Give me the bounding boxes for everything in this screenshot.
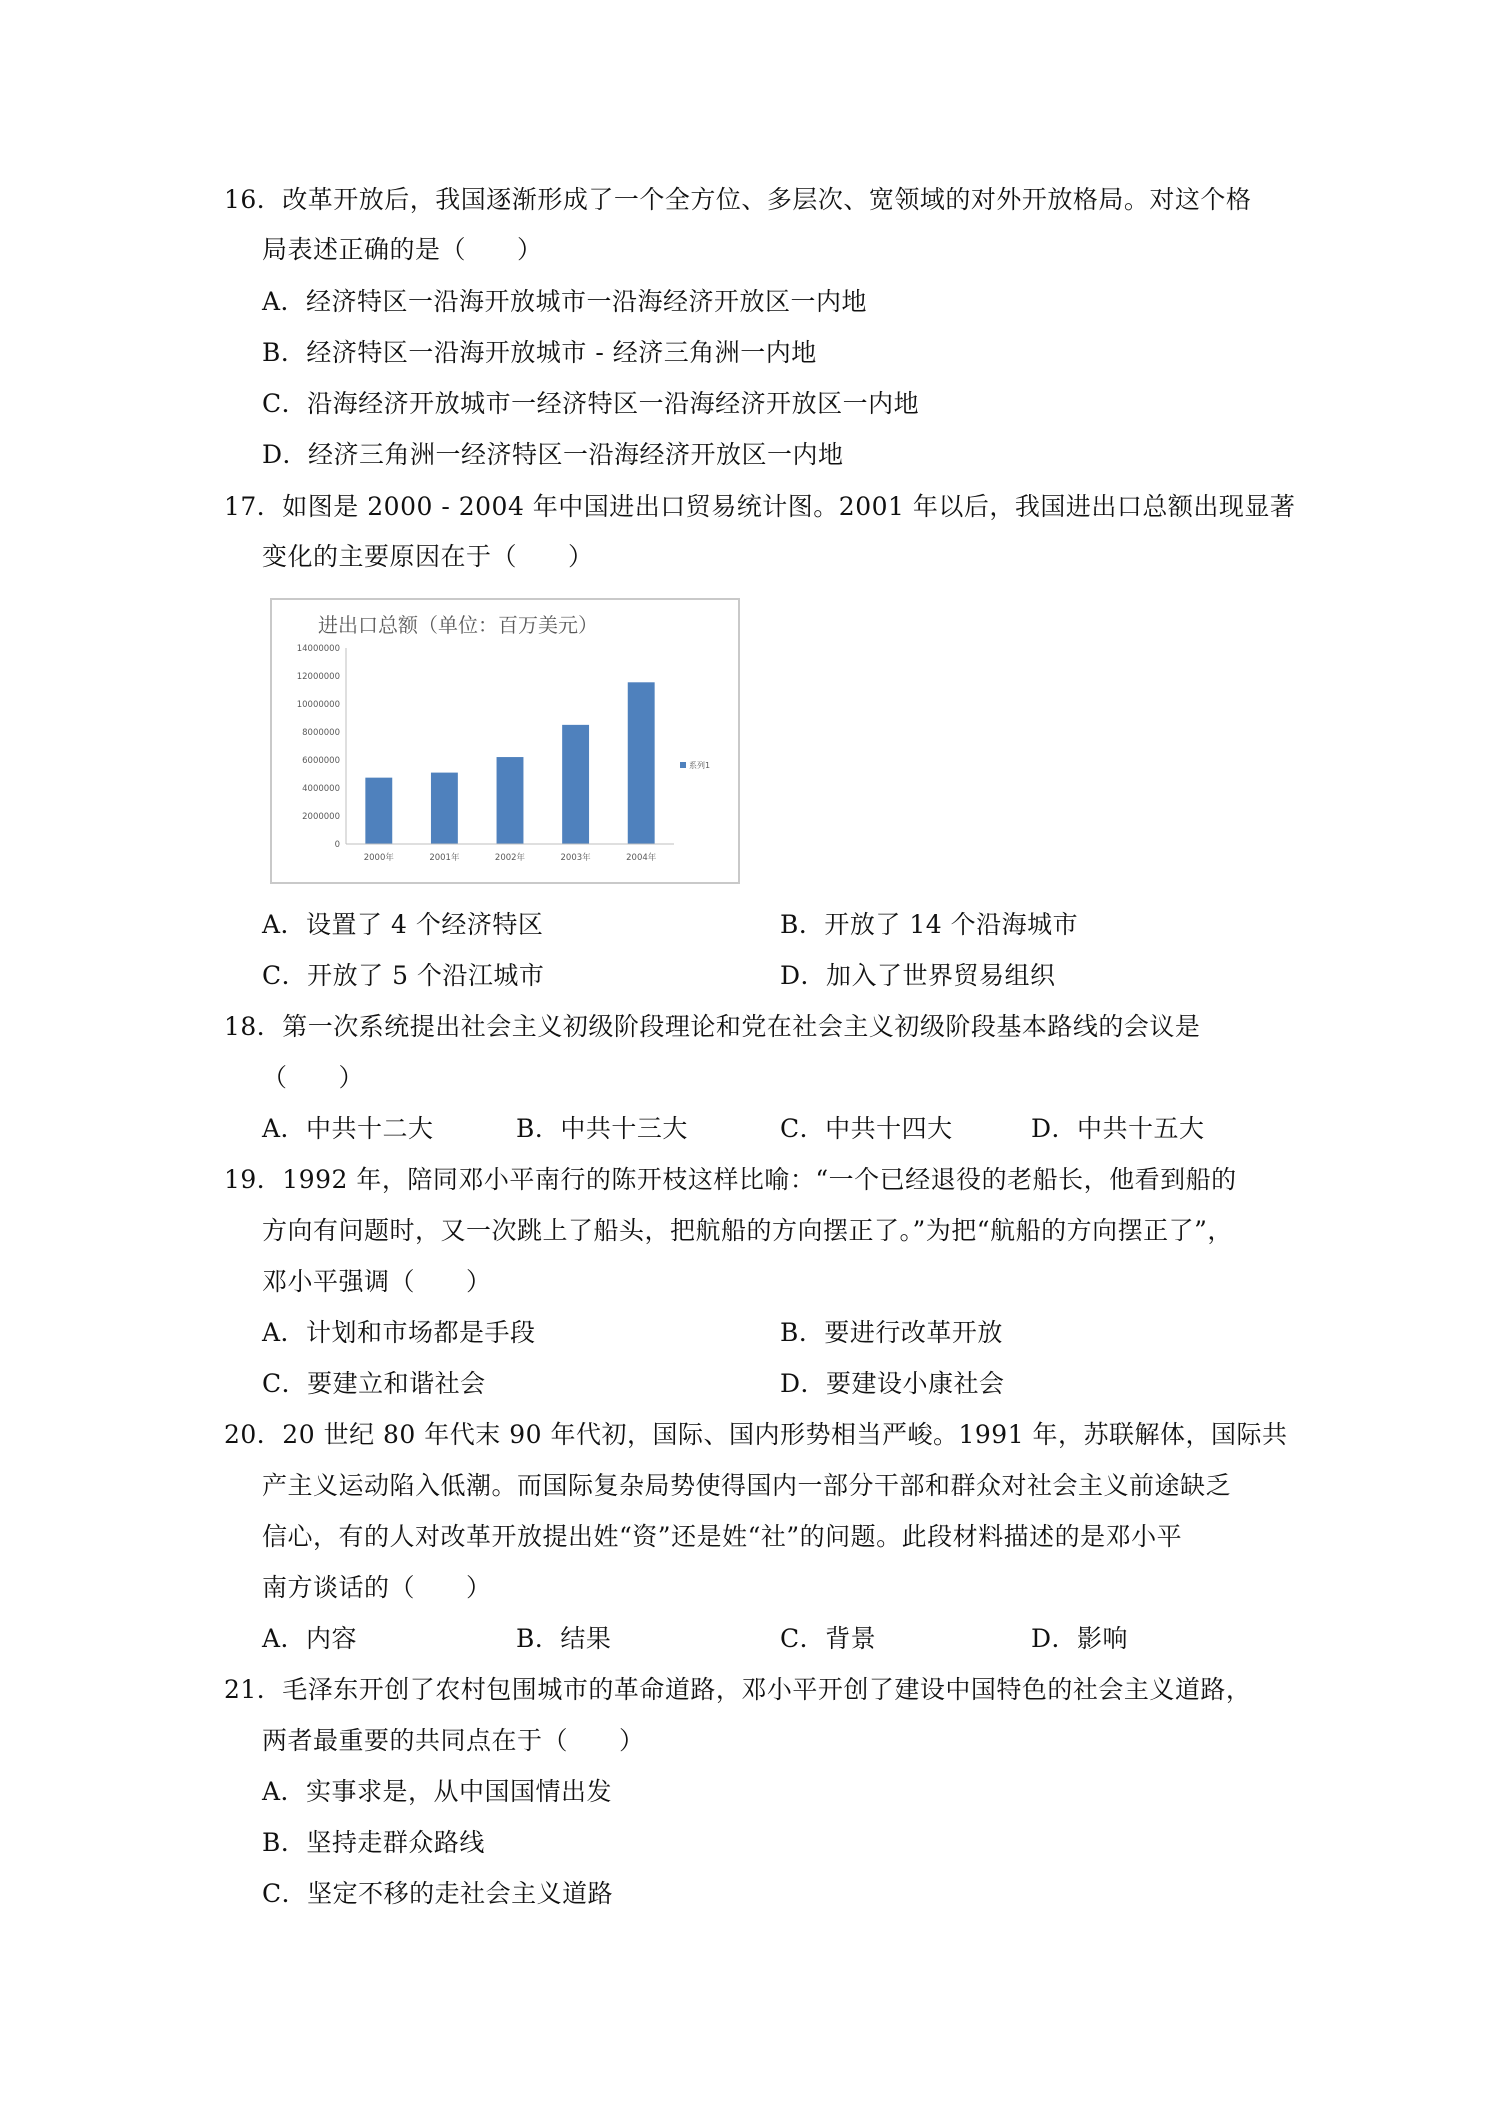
question-21-stem-line1: 21．毛泽东开创了农村包围城市的革命道路，邓小平开创了建设中国特色的社会主义道路， [224, 1675, 1252, 1704]
question-19-option-d: D．要建设小康社会 [780, 1369, 1005, 1398]
question-16-option-d: D．经济三角洲一经济特区一沿海经济开放区一内地 [262, 440, 844, 469]
question-16-stem-line2: 局表述正确的是（ ） [262, 235, 543, 264]
y-tick-label: 0 [334, 840, 340, 850]
question-20-option-a: A．内容 [262, 1624, 358, 1653]
legend-swatch [680, 762, 686, 768]
question-17-option-c: C．开放了 5 个沿江城市 [262, 961, 545, 990]
question-20-stem-line4: 南方谈话的（ ） [262, 1573, 492, 1602]
question-16-stem-line1: 16．改革开放后，我国逐渐形成了一个全方位、多层次、宽领域的对外开放格局。对这个格 [224, 185, 1252, 214]
legend-label: 系列1 [689, 761, 711, 770]
trade-chart [270, 598, 740, 884]
question-18-option-d: D．中共十五大 [1031, 1114, 1205, 1143]
bar-4 [628, 682, 655, 844]
question-17-option-b: B．开放了 14 个沿海城市 [780, 910, 1079, 939]
y-tick-label: 10000000 [296, 700, 340, 710]
question-18-stem-line2: （ ） [262, 1063, 365, 1092]
bar-0 [365, 778, 392, 844]
question-17-stem-line2: 变化的主要原因在于（ ） [262, 542, 594, 571]
bar-1 [431, 773, 458, 844]
y-tick-label: 12000000 [296, 672, 340, 682]
question-21-option-b: B．坚持走群众路线 [262, 1828, 485, 1857]
question-21-option-c: C．坚定不移的走社会主义道路 [262, 1879, 614, 1908]
question-17-option-a: A．设置了 4 个经济特区 [262, 910, 544, 939]
bar-3 [562, 725, 589, 844]
question-20-option-d: D．影响 [1031, 1624, 1129, 1653]
question-18-option-a: A．中共十二大 [262, 1114, 434, 1143]
question-20-option-c: C．背景 [780, 1624, 877, 1653]
x-tick-label: 2004年 [626, 853, 657, 863]
x-tick-label: 2001年 [429, 853, 460, 863]
y-tick-label: 6000000 [302, 756, 340, 766]
question-20-stem-line2: 产主义运动陷入低潮。而国际复杂局势使得国内一部分干部和群众对社会主义前途缺乏 [262, 1471, 1232, 1500]
question-16-option-c: C．沿海经济开放城市一经济特区一沿海经济开放区一内地 [262, 389, 920, 418]
y-tick-label: 2000000 [302, 812, 340, 822]
question-19-stem-line1: 19．1992 年，陪同邓小平南行的陈开枝这样比喻：“一个已经退役的老船长，他看到船的 [224, 1165, 1237, 1194]
question-16-option-b: B．经济特区一沿海开放城市 - 经济三角洲一内地 [262, 338, 817, 367]
question-20-option-b: B．结果 [516, 1624, 612, 1653]
question-21-option-a: A．实事求是，从中国国情出发 [262, 1777, 613, 1806]
x-tick-label: 2000年 [363, 853, 394, 863]
y-tick-label: 4000000 [302, 784, 340, 794]
question-21-stem-line2: 两者最重要的共同点在于（ ） [262, 1726, 645, 1755]
x-tick-label: 2003年 [560, 853, 591, 863]
question-16-option-a: A．经济特区一沿海开放城市一沿海经济开放区一内地 [262, 287, 868, 316]
x-tick-label: 2002年 [494, 853, 526, 863]
question-19-option-a: A．计划和市场都是手段 [262, 1318, 536, 1347]
question-18-option-c: C．中共十四大 [780, 1114, 953, 1143]
question-20-stem-line3: 信心，有的人对改革开放提出姓“资”还是姓“社”的问题。此段材料描述的是邓小平 [262, 1522, 1183, 1551]
question-19-option-b: B．要进行改革开放 [780, 1318, 1003, 1347]
question-17-option-d: D．加入了世界贸易组织 [780, 961, 1056, 990]
trade-bar-chart [272, 600, 738, 882]
bar-2 [497, 757, 524, 844]
question-20-stem-line1: 20．20 世纪 80 年代末 90 年代初，国际、国内形势相当严峻。1991 年，苏联解体，国际共 [224, 1420, 1288, 1449]
y-tick-label: 14000000 [296, 644, 340, 654]
question-17-stem-line1: 17．如图是 2000 - 2004 年中国进出口贸易统计图。2001 年以后，我国进出口总额出现显著 [224, 492, 1296, 521]
question-19-stem-line3: 邓小平强调（ ） [262, 1267, 492, 1296]
y-tick-label: 8000000 [302, 728, 340, 738]
question-19-option-c: C．要建立和谐社会 [262, 1369, 486, 1398]
question-18-stem-line1: 18．第一次系统提出社会主义初级阶段理论和党在社会主义初级阶段基本路线的会议是 [224, 1012, 1201, 1041]
question-18-option-b: B．中共十三大 [516, 1114, 688, 1143]
question-19-stem-line2: 方向有问题时，又一次跳上了船头，把航船的方向摆正了。”为把“航船的方向摆正了”， [262, 1216, 1233, 1245]
chart-title: 进出口总额（单位：百万美元） [318, 613, 598, 637]
